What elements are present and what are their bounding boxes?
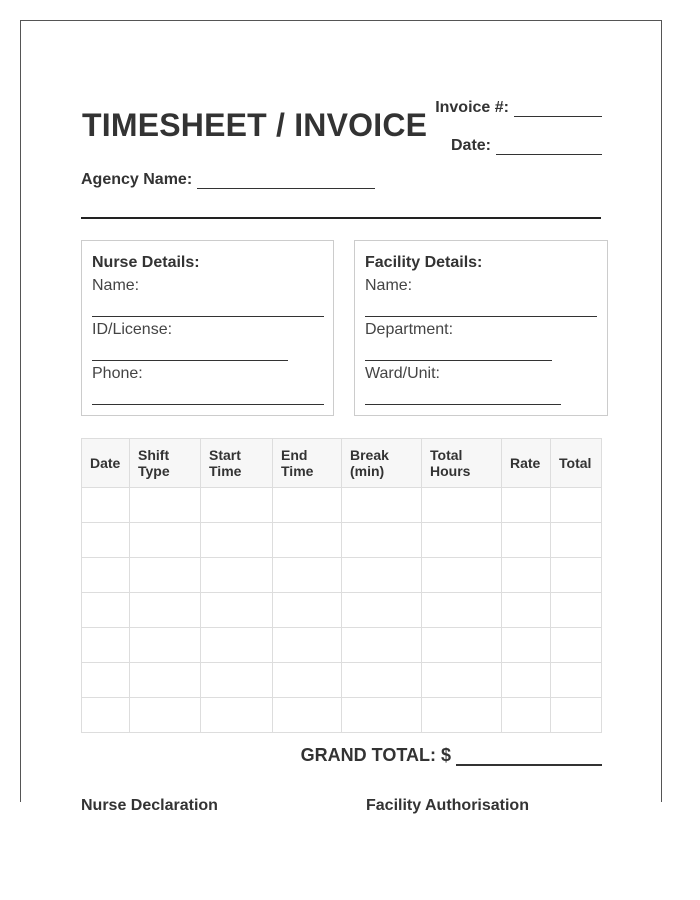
table-row xyxy=(82,698,602,733)
date-blank[interactable] xyxy=(496,139,602,155)
table-cell[interactable] xyxy=(422,488,502,523)
table-cell[interactable] xyxy=(82,628,130,663)
facility-details-heading: Facility Details: xyxy=(365,254,483,271)
table-cell[interactable] xyxy=(502,663,551,698)
table-cell[interactable] xyxy=(130,698,201,733)
table-cell[interactable] xyxy=(422,523,502,558)
table-cell[interactable] xyxy=(342,558,422,593)
table-cell[interactable] xyxy=(502,593,551,628)
table-cell[interactable] xyxy=(502,628,551,663)
facility-details-box xyxy=(354,240,608,416)
column-header-end-time: End Time xyxy=(273,439,342,488)
facility-department-blank[interactable] xyxy=(365,340,552,361)
table-cell[interactable] xyxy=(342,488,422,523)
table-cell[interactable] xyxy=(82,663,130,698)
table-cell[interactable] xyxy=(422,628,502,663)
column-header-start-time: Start Time xyxy=(201,439,273,488)
table-cell[interactable] xyxy=(273,488,342,523)
table-cell[interactable] xyxy=(422,558,502,593)
table-cell[interactable] xyxy=(342,628,422,663)
table-cell[interactable] xyxy=(201,663,273,698)
table-row xyxy=(82,488,602,523)
table-cell[interactable] xyxy=(502,698,551,733)
grand-total-field[interactable] xyxy=(301,745,602,766)
grand-total-blank[interactable] xyxy=(456,748,602,766)
table-cell[interactable] xyxy=(130,558,201,593)
nurse-name-blank[interactable] xyxy=(92,296,324,317)
table-cell[interactable] xyxy=(551,593,602,628)
column-header-shift-type: Shift Type xyxy=(130,439,201,488)
table-cell[interactable] xyxy=(201,523,273,558)
invoice-number-field[interactable] xyxy=(435,99,602,117)
table-cell[interactable] xyxy=(502,488,551,523)
table-cell[interactable] xyxy=(551,523,602,558)
table-cell[interactable] xyxy=(82,523,130,558)
grand-total-label: GRAND TOTAL: $ xyxy=(300,745,451,765)
table-cell[interactable] xyxy=(273,628,342,663)
agency-name-field[interactable] xyxy=(81,171,375,189)
table-cell[interactable] xyxy=(201,558,273,593)
date-label: Date: xyxy=(450,137,491,154)
table-cell[interactable] xyxy=(551,663,602,698)
table-cell[interactable] xyxy=(422,698,502,733)
column-header-rate: Rate xyxy=(502,439,551,488)
table-cell[interactable] xyxy=(342,593,422,628)
table-cell[interactable] xyxy=(422,663,502,698)
facility-ward-label: Ward/Unit: xyxy=(365,365,440,382)
table-cell[interactable] xyxy=(273,523,342,558)
nurse-phone-label: Phone: xyxy=(92,365,143,382)
table-cell[interactable] xyxy=(342,663,422,698)
nurse-name-label: Name: xyxy=(92,277,140,294)
table-row xyxy=(82,593,602,628)
facility-department-label: Department: xyxy=(365,321,454,338)
table-cell[interactable] xyxy=(201,488,273,523)
page-title: TIMESHEET / INVOICE xyxy=(82,107,428,143)
column-header-total: Total xyxy=(551,439,602,488)
table-cell[interactable] xyxy=(130,663,201,698)
facility-authorisation-heading: Facility Authorisation xyxy=(366,797,529,814)
table-cell[interactable] xyxy=(273,663,342,698)
timesheet-page xyxy=(20,20,662,814)
table-cell[interactable] xyxy=(342,698,422,733)
table-cell[interactable] xyxy=(130,488,201,523)
timesheet-table xyxy=(81,438,602,733)
facility-ward-blank[interactable] xyxy=(365,384,561,405)
table-cell[interactable] xyxy=(82,593,130,628)
date-field[interactable] xyxy=(451,137,602,155)
nurse-id-blank[interactable] xyxy=(92,340,288,361)
facility-name-label: Name: xyxy=(365,277,413,294)
table-cell[interactable] xyxy=(130,523,201,558)
table-cell[interactable] xyxy=(273,593,342,628)
table-cell[interactable] xyxy=(551,698,602,733)
table-row xyxy=(82,523,602,558)
column-header-date: Date xyxy=(82,439,130,488)
table-cell[interactable] xyxy=(82,488,130,523)
facility-name-blank[interactable] xyxy=(365,296,597,317)
agency-name-label: Agency Name: xyxy=(81,171,193,188)
nurse-id-label: ID/License: xyxy=(92,321,173,338)
table-cell[interactable] xyxy=(273,558,342,593)
table-row xyxy=(82,628,602,663)
header-divider xyxy=(81,217,601,219)
table-cell[interactable] xyxy=(342,523,422,558)
invoice-number-blank[interactable] xyxy=(514,101,602,117)
table-cell[interactable] xyxy=(82,558,130,593)
table-cell[interactable] xyxy=(201,698,273,733)
invoice-number-label: Invoice #: xyxy=(435,99,509,116)
table-cell[interactable] xyxy=(551,558,602,593)
table-cell[interactable] xyxy=(551,488,602,523)
nurse-declaration-heading: Nurse Declaration xyxy=(81,797,218,814)
column-header-break: Break (min) xyxy=(342,439,422,488)
table-cell[interactable] xyxy=(201,628,273,663)
agency-name-blank[interactable] xyxy=(197,173,375,189)
table-cell[interactable] xyxy=(130,628,201,663)
table-cell[interactable] xyxy=(502,558,551,593)
nurse-details-box xyxy=(81,240,334,416)
nurse-details-heading: Nurse Details: xyxy=(92,254,200,271)
table-cell[interactable] xyxy=(82,698,130,733)
table-cell[interactable] xyxy=(130,593,201,628)
table-cell[interactable] xyxy=(502,523,551,558)
column-header-total-hours: Total Hours xyxy=(422,439,502,488)
nurse-phone-blank[interactable] xyxy=(92,384,324,405)
table-cell[interactable] xyxy=(273,698,342,733)
table-row xyxy=(82,558,602,593)
table-row xyxy=(82,663,602,698)
table-cell[interactable] xyxy=(551,628,602,663)
table-cell[interactable] xyxy=(422,593,502,628)
table-cell[interactable] xyxy=(201,593,273,628)
table-header-row xyxy=(82,439,602,488)
